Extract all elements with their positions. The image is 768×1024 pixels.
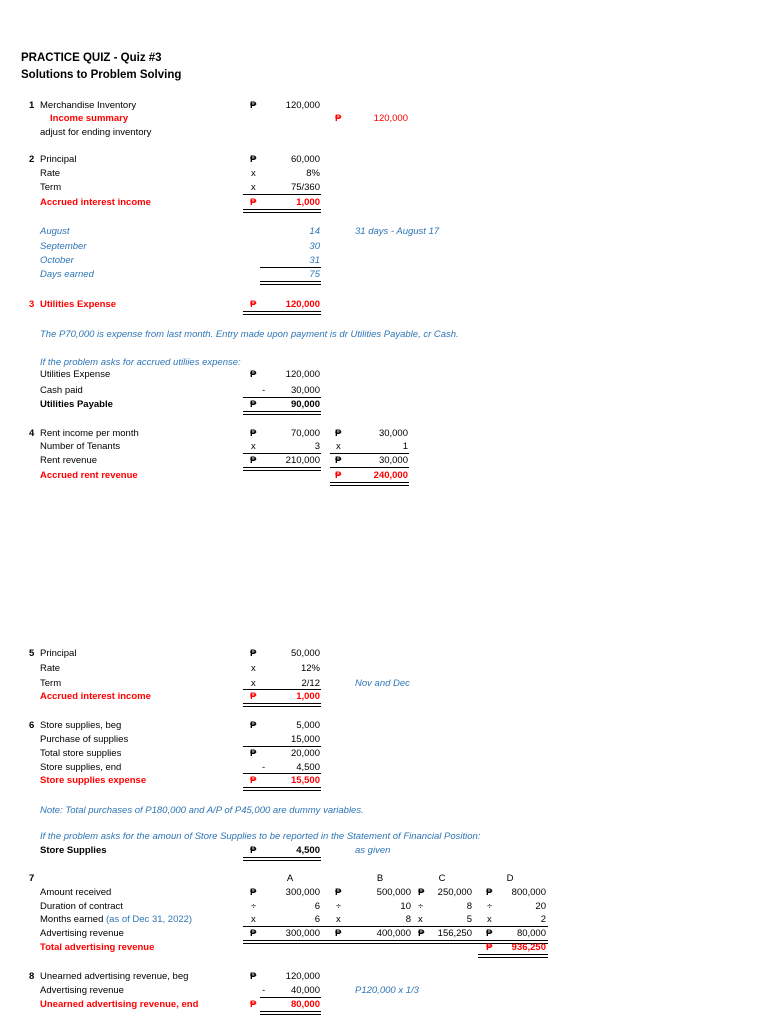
p7-b-duration: 10 [400,901,411,912]
double-rule [243,787,321,791]
peso-sign: ₱ [418,887,425,898]
times-sign: x [251,914,256,925]
peso-sign: ₱ [250,648,257,659]
p8-value-unearned-beg: 120,000 [285,971,320,982]
times-sign: x [487,914,492,925]
p7-b-revenue: 400,000 [376,928,411,939]
rule [243,746,321,747]
p5-value-term: 2/12 [301,678,320,689]
p7-column-b-header: B [376,873,384,884]
p1-label-income-summary: Income summary [50,113,129,124]
p7-months-earned-text: Months earned [40,914,104,925]
p4-label-accrued-rent: Accrued rent revenue [40,470,138,481]
problem-4-number: 4 [29,428,35,439]
p7-d-months: 2 [540,914,546,925]
p7-as-of-date: (as of Dec 31, 2022) [106,914,193,925]
p2-value-principal: 60,000 [290,154,320,165]
p5-label-rate: Rate [40,663,61,674]
p5-label-term: Term [40,678,62,689]
p2-days-note: 31 days - August 17 [355,226,440,237]
divide-sign: ÷ [336,901,342,912]
problem-8-number: 8 [29,971,35,982]
p1-value-1: 120,000 [285,100,320,111]
times-sign: x [251,663,256,674]
p7-a-duration: 6 [314,901,320,912]
double-rule [260,281,321,285]
rule [243,194,321,195]
p6-label-store-supplies: Store Supplies [40,845,107,856]
p2-label-rate: Rate [40,168,61,179]
p2-value-accrued-interest: 1,000 [296,197,320,208]
p3-value-utilities-expense: 120,000 [285,299,320,310]
p3-note-2: If the problem asks for accrued utiliies expense: [40,357,241,368]
p7-d-duration: 20 [535,901,546,912]
peso-sign: ₱ [250,100,257,111]
double-rule [243,703,321,707]
problem-2-number: 2 [29,154,35,165]
problem-5-number: 5 [29,648,35,659]
p7-label-amount-received: Amount received [40,887,112,898]
p7-a-months: 6 [314,914,320,925]
peso-sign: ₱ [250,999,257,1010]
peso-sign: ₱ [335,113,342,124]
p4-value-a-tenants: 3 [314,441,320,452]
p6-label-supplies-expense: Store supplies expense [40,775,147,786]
double-rule [243,209,321,213]
p7-c-revenue: 156,250 [437,928,472,939]
p2-days-august: 14 [309,226,320,237]
minus-sign: - [262,762,266,773]
page-subtitle: Solutions to Problem Solving [21,69,182,81]
minus-sign: - [262,985,266,996]
peso-sign: ₱ [335,928,342,939]
rule [260,267,321,268]
peso-sign: ₱ [250,971,257,982]
p4-label-rent-per-month: Rent income per month [40,428,139,439]
p2-month-october: October [40,255,74,266]
peso-sign: ₱ [250,928,257,939]
p4-value-a-rent: 70,000 [290,428,320,439]
p6-note-as-given: as given [355,845,391,856]
rule [243,773,321,774]
p2-label-principal: Principal [40,154,77,165]
rule [243,397,321,398]
peso-sign: ₱ [250,399,257,410]
p7-b-amount: 500,000 [376,887,411,898]
p2-label-accrued-interest: Accrued interest income [40,197,151,208]
double-rule [478,954,548,958]
p5-value-accrued-interest: 1,000 [296,691,320,702]
p2-value-rate: 8% [306,168,320,179]
peso-sign: ₱ [250,720,257,731]
p7-c-months: 5 [466,914,472,925]
divide-sign: ÷ [251,901,257,912]
p7-d-revenue: 80,000 [516,928,546,939]
p7-b-months: 8 [405,914,411,925]
p6-label-supplies-end: Store supplies, end [40,762,122,773]
divide-sign: ÷ [487,901,493,912]
p6-note-1: Note: Total purchases of P180,000 and A/P of P45,000 are dummy variables. [40,805,364,816]
p3-note-1: The P70,000 is expense from last month. Entry made upon payment is dr Utilities Payable, cr Cash. [40,329,459,340]
peso-sign: ₱ [486,887,493,898]
peso-sign: ₱ [335,470,342,481]
p8-label-advertising-revenue: Advertising revenue [40,985,124,996]
p1-note: adjust for ending inventory [40,127,152,138]
p4-value-b-revenue: 30,000 [378,455,408,466]
double-rule [243,411,321,415]
p6-value-store-supplies: 4,500 [296,845,320,856]
p6-value-supplies-beg: 5,000 [296,720,320,731]
peso-sign: ₱ [250,154,257,165]
p8-note: P120,000 x 1/3 [355,985,419,996]
p6-label-total-supplies: Total store supplies [40,748,122,759]
p7-column-d-header: D [506,873,514,884]
p4-value-b-tenants: 1 [402,441,408,452]
p6-label-supplies-beg: Store supplies, beg [40,720,122,731]
rule [330,453,409,454]
double-rule [243,467,321,471]
p4-value-a-revenue: 210,000 [285,455,320,466]
p8-label-unearned-beg: Unearned advertising revenue, beg [40,971,189,982]
peso-sign: ₱ [250,428,257,439]
p5-label-principal: Principal [40,648,77,659]
p6-value-supplies-expense: 15,500 [290,775,320,786]
peso-sign: ₱ [250,775,257,786]
times-sign: x [251,182,256,193]
p6-value-total-supplies: 20,000 [290,748,320,759]
p4-value-b-rent: 30,000 [378,428,408,439]
p3-value-utilities-expense-2: 120,000 [285,369,320,380]
peso-sign: ₱ [250,299,257,310]
peso-sign: ₱ [486,928,493,939]
p3-label-utilities-expense: Utilities Expense [40,299,117,310]
problem-3-number: 3 [29,299,35,310]
p2-days-earned-value: 75 [309,269,320,280]
times-sign: x [251,678,256,689]
p2-days-earned-label: Days earned [40,269,94,280]
peso-sign: ₱ [250,691,257,702]
p2-days-september: 30 [309,241,320,252]
p3-label-cash-paid: Cash paid [40,385,83,396]
p5-value-principal: 50,000 [290,648,320,659]
p2-month-september: September [40,241,87,252]
p2-month-august: August [40,226,70,237]
p8-value-unearned-end: 80,000 [290,999,320,1010]
divide-sign: ÷ [418,901,424,912]
p6-value-supplies-end: 4,500 [296,762,320,773]
rule [243,689,321,690]
peso-sign: ₱ [250,197,257,208]
peso-sign: ₱ [250,455,257,466]
p1-value-2: 120,000 [373,113,408,124]
peso-sign: ₱ [250,748,257,759]
peso-sign: ₱ [250,845,257,856]
rule [243,453,321,454]
p3-value-utilities-payable: 90,000 [290,399,320,410]
peso-sign: ₱ [335,455,342,466]
peso-sign: ₱ [250,369,257,380]
p6-value-purchases: 15,000 [290,734,320,745]
p7-c-duration: 8 [466,901,472,912]
rule [260,997,321,998]
p8-label-unearned-end: Unearned advertising revenue, end [40,999,199,1010]
p7-a-revenue: 300,000 [285,928,320,939]
p3-label-utilities-expense-2: Utilities Expense [40,369,111,380]
p3-value-cash-paid: 30,000 [290,385,320,396]
p7-c-amount: 250,000 [437,887,472,898]
problem-6-number: 6 [29,720,35,731]
times-sign: x [251,441,256,452]
page-title: PRACTICE QUIZ - Quiz #3 [21,52,162,64]
peso-sign: ₱ [250,887,257,898]
p7-column-a-header: A [286,873,294,884]
peso-sign: ₱ [486,942,493,953]
p6-note-2: If the problem asks for the amoun of Store Supplies to be reported in the Statement of Financial Position: [40,831,481,842]
p5-label-accrued-interest: Accrued interest income [40,691,151,702]
p3-label-utilities-payable: Utilities Payable [40,399,113,410]
p4-value-accrued-rent: 240,000 [373,470,408,481]
p7-d-amount: 800,000 [511,887,546,898]
minus-sign: - [262,385,266,396]
times-sign: x [336,441,341,452]
double-rule [243,857,321,861]
p7-label-total-advertising: Total advertising revenue [40,942,155,953]
problem-1-number: 1 [29,100,35,111]
peso-sign: ₱ [335,428,342,439]
p8-value-advertising-revenue: 40,000 [290,985,320,996]
p7-column-c-header: C [438,873,446,884]
problem-7-number: 7 [29,873,35,884]
times-sign: x [418,914,423,925]
times-sign: x [336,914,341,925]
rule [243,926,548,927]
p7-label-duration: Duration of contract [40,901,123,912]
p5-term-note: Nov and Dec [355,678,410,689]
p2-label-term: Term [40,182,62,193]
p2-days-october: 31 [309,255,320,266]
rule [330,467,409,468]
p7-label-months-earned [40,914,192,925]
p4-label-tenants: Number of Tenants [40,441,121,452]
p7-label-advertising-revenue: Advertising revenue [40,928,124,939]
p7-total-value: 936,250 [511,942,546,953]
double-rule [243,311,321,315]
times-sign: x [251,168,256,179]
double-rule [330,482,409,486]
peso-sign: ₱ [335,887,342,898]
p5-value-rate: 12% [300,663,320,674]
double-rule [260,1011,321,1015]
p4-label-rent-revenue: Rent revenue [40,455,98,466]
p6-label-purchases: Purchase of supplies [40,734,129,745]
p1-label-merchandise-inventory: Merchandise Inventory [40,100,137,111]
peso-sign: ₱ [418,928,425,939]
p7-a-amount: 300,000 [285,887,320,898]
p2-value-term: 75/360 [290,182,320,193]
